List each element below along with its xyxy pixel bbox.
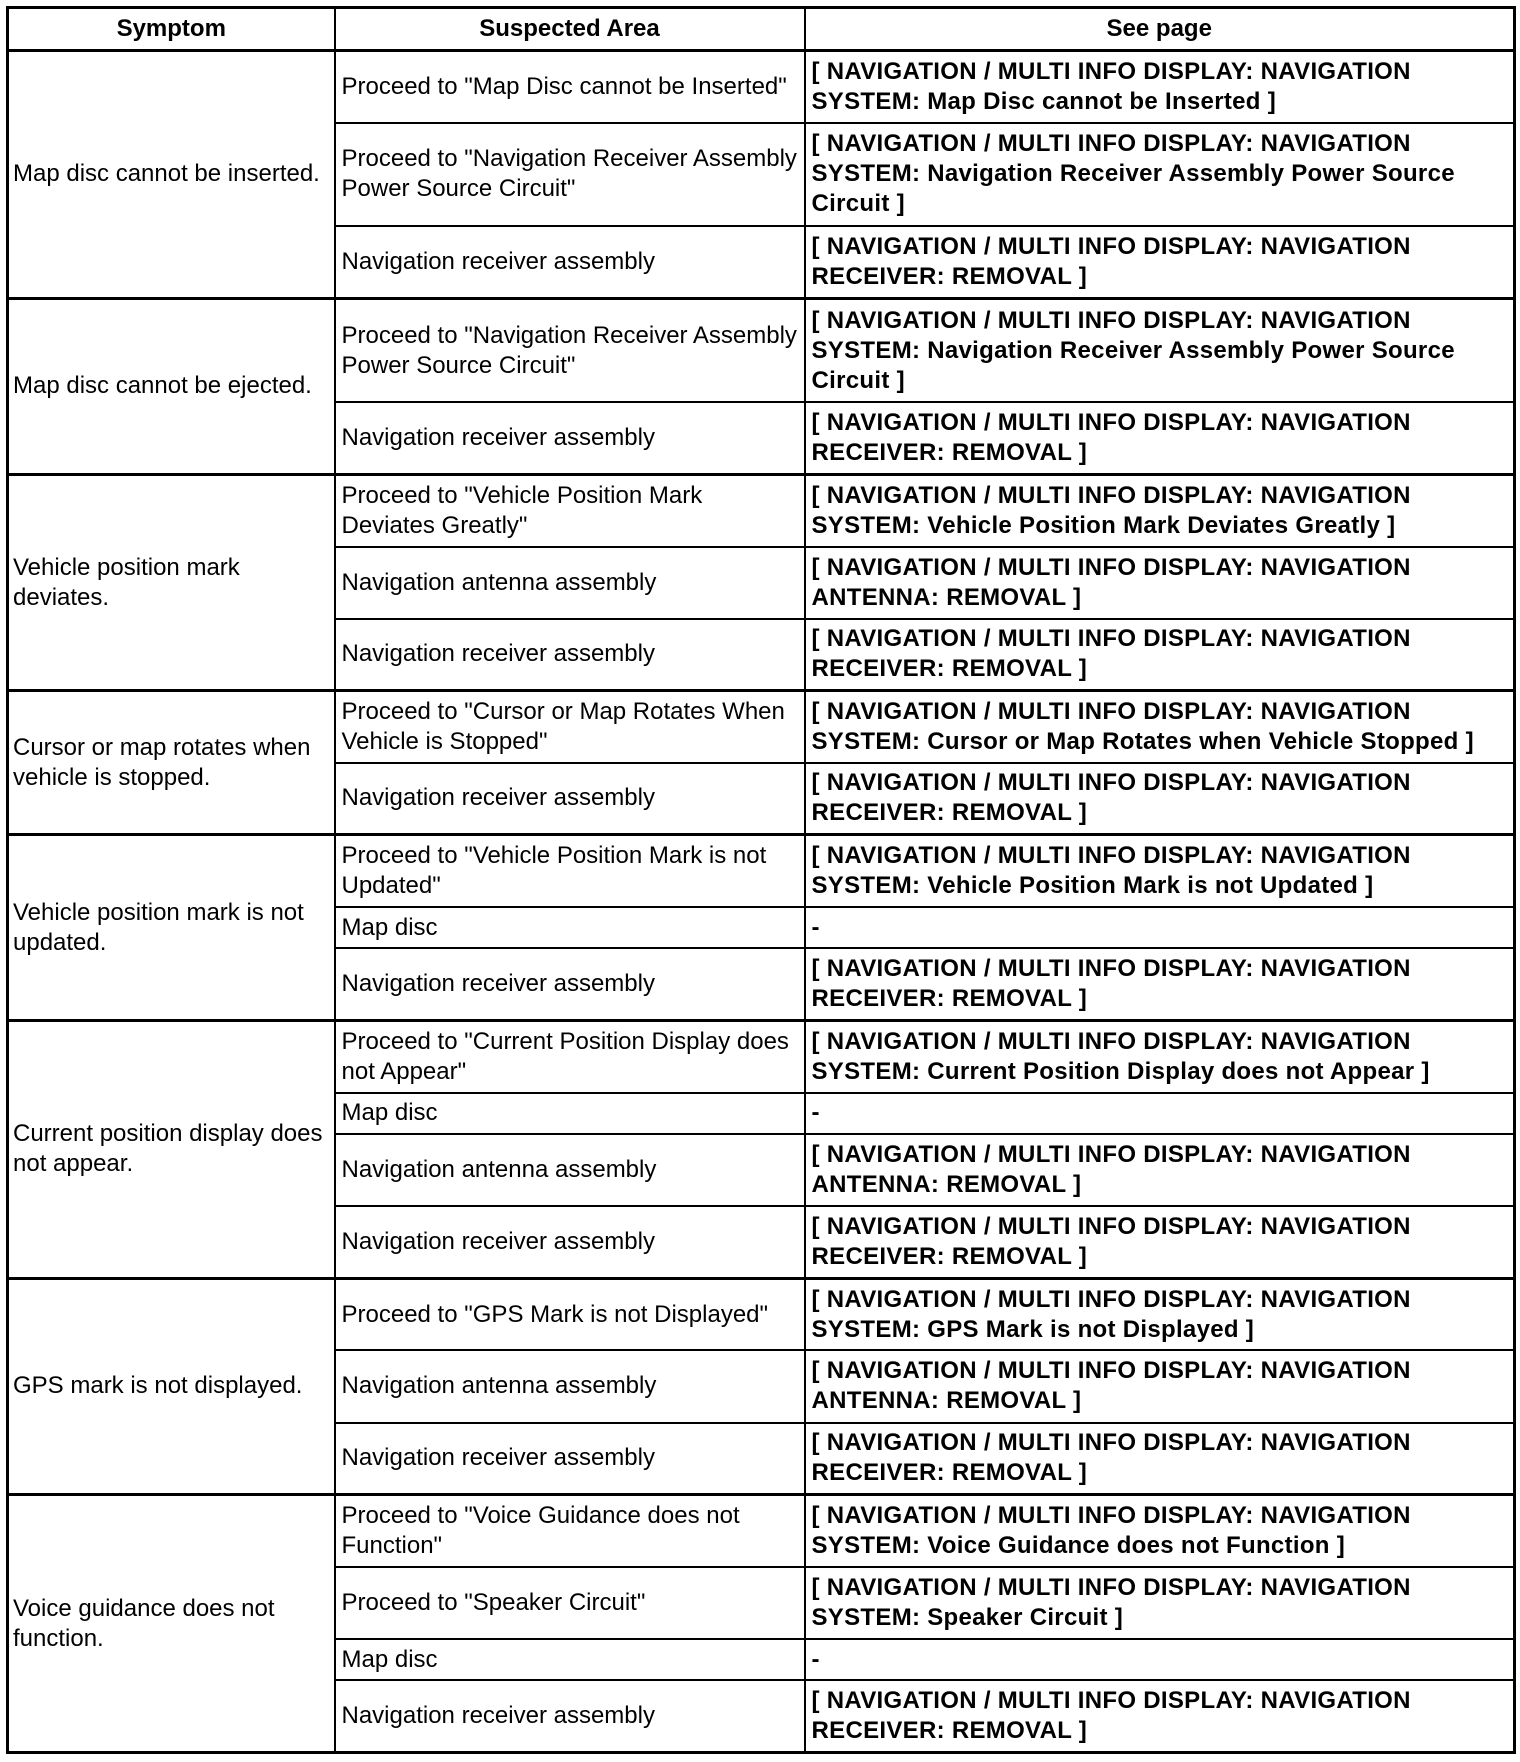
table-row (8, 1278, 1515, 1350)
symptom-cell: Voice guidance does not function. (8, 1495, 335, 1753)
suspected-area-cell: Proceed to "Vehicle Position Mark Deviates Greatly" (335, 474, 805, 546)
see-page-cell: [ NAVIGATION / MULTI INFO DISPLAY: NAVIGATION ANTENNA: REMOVAL ] (805, 547, 1515, 619)
header-suspected-area: Suspected Area (335, 8, 805, 51)
suspected-area-cell: Navigation receiver assembly (335, 1680, 805, 1752)
see-page-cell: [ NAVIGATION / MULTI INFO DISPLAY: NAVIGATION RECEIVER: REMOVAL ] (805, 226, 1515, 298)
suspected-area-cell: Map disc (335, 1639, 805, 1681)
see-page-cell: [ NAVIGATION / MULTI INFO DISPLAY: NAVIGATION RECEIVER: REMOVAL ] (805, 763, 1515, 835)
symptom-cell: Cursor or map rotates when vehicle is stopped. (8, 691, 335, 835)
suspected-area-cell: Proceed to "Voice Guidance does not Function" (335, 1495, 805, 1567)
suspected-area-cell: Proceed to "Cursor or Map Rotates When Vehicle is Stopped" (335, 691, 805, 763)
suspected-area-cell: Proceed to "Map Disc cannot be Inserted" (335, 51, 805, 123)
header-row (8, 8, 1515, 51)
see-page-cell: [ NAVIGATION / MULTI INFO DISPLAY: NAVIGATION RECEIVER: REMOVAL ] (805, 948, 1515, 1020)
table-row (8, 51, 1515, 123)
symptom-cell: Current position display does not appear. (8, 1021, 335, 1279)
symptom-cell: Vehicle position mark is not updated. (8, 835, 335, 1021)
suspected-area-cell: Navigation receiver assembly (335, 948, 805, 1020)
see-page-cell: - (805, 907, 1515, 949)
suspected-area-cell: Navigation antenna assembly (335, 1134, 805, 1206)
suspected-area-cell: Proceed to "Navigation Receiver Assembly Power Source Circuit" (335, 298, 805, 402)
suspected-area-cell: Map disc (335, 907, 805, 949)
suspected-area-cell: Proceed to "Current Position Display does not Appear" (335, 1021, 805, 1093)
suspected-area-cell: Map disc (335, 1093, 805, 1135)
suspected-area-cell: Navigation receiver assembly (335, 1423, 805, 1495)
header-symptom: Symptom (8, 8, 335, 51)
suspected-area-cell: Proceed to "Navigation Receiver Assembly Power Source Circuit" (335, 123, 805, 227)
table-row (8, 835, 1515, 907)
suspected-area-cell: Navigation receiver assembly (335, 763, 805, 835)
suspected-area-cell: Navigation antenna assembly (335, 1350, 805, 1422)
see-page-cell: [ NAVIGATION / MULTI INFO DISPLAY: NAVIGATION RECEIVER: REMOVAL ] (805, 1423, 1515, 1495)
suspected-area-cell: Navigation antenna assembly (335, 547, 805, 619)
table-row (8, 474, 1515, 546)
suspected-area-cell: Proceed to "GPS Mark is not Displayed" (335, 1278, 805, 1350)
see-page-cell: [ NAVIGATION / MULTI INFO DISPLAY: NAVIGATION RECEIVER: REMOVAL ] (805, 402, 1515, 474)
header-see-page: See page (805, 8, 1515, 51)
see-page-cell: [ NAVIGATION / MULTI INFO DISPLAY: NAVIGATION ANTENNA: REMOVAL ] (805, 1350, 1515, 1422)
suspected-area-cell: Navigation receiver assembly (335, 226, 805, 298)
see-page-cell: [ NAVIGATION / MULTI INFO DISPLAY: NAVIGATION SYSTEM: Voice Guidance does not Function ] (805, 1495, 1515, 1567)
suspected-area-cell: Navigation receiver assembly (335, 402, 805, 474)
table-row (8, 298, 1515, 402)
see-page-cell: - (805, 1093, 1515, 1135)
see-page-cell: [ NAVIGATION / MULTI INFO DISPLAY: NAVIGATION SYSTEM: Vehicle Position Mark is not Updated ] (805, 835, 1515, 907)
symptom-cell: Map disc cannot be ejected. (8, 298, 335, 474)
see-page-cell: [ NAVIGATION / MULTI INFO DISPLAY: NAVIGATION RECEIVER: REMOVAL ] (805, 1680, 1515, 1752)
troubleshooting-table (6, 6, 1516, 1754)
symptom-cell: Map disc cannot be inserted. (8, 51, 335, 299)
see-page-cell: - (805, 1639, 1515, 1681)
see-page-cell: [ NAVIGATION / MULTI INFO DISPLAY: NAVIGATION SYSTEM: Speaker Circuit ] (805, 1567, 1515, 1639)
suspected-area-cell: Proceed to "Vehicle Position Mark is not Updated" (335, 835, 805, 907)
symptom-cell: GPS mark is not displayed. (8, 1278, 335, 1494)
see-page-cell: [ NAVIGATION / MULTI INFO DISPLAY: NAVIGATION SYSTEM: Map Disc cannot be Inserted ] (805, 51, 1515, 123)
see-page-cell: [ NAVIGATION / MULTI INFO DISPLAY: NAVIGATION RECEIVER: REMOVAL ] (805, 619, 1515, 691)
symptom-cell: Vehicle position mark deviates. (8, 474, 335, 690)
table-body (8, 51, 1515, 1753)
see-page-cell: [ NAVIGATION / MULTI INFO DISPLAY: NAVIGATION SYSTEM: Navigation Receiver Assembly Power Source Circuit ] (805, 298, 1515, 402)
suspected-area-cell: Navigation receiver assembly (335, 619, 805, 691)
see-page-cell: [ NAVIGATION / MULTI INFO DISPLAY: NAVIGATION SYSTEM: Current Position Display does not Appear ] (805, 1021, 1515, 1093)
see-page-cell: [ NAVIGATION / MULTI INFO DISPLAY: NAVIGATION SYSTEM: Vehicle Position Mark Deviates Greatly ] (805, 474, 1515, 546)
see-page-cell: [ NAVIGATION / MULTI INFO DISPLAY: NAVIGATION SYSTEM: Navigation Receiver Assembly Power Source Circuit ] (805, 123, 1515, 227)
table-row (8, 1495, 1515, 1567)
see-page-cell: [ NAVIGATION / MULTI INFO DISPLAY: NAVIGATION ANTENNA: REMOVAL ] (805, 1134, 1515, 1206)
suspected-area-cell: Proceed to "Speaker Circuit" (335, 1567, 805, 1639)
table-row (8, 691, 1515, 763)
see-page-cell: [ NAVIGATION / MULTI INFO DISPLAY: NAVIGATION SYSTEM: Cursor or Map Rotates when Vehicle Stopped ] (805, 691, 1515, 763)
suspected-area-cell: Navigation receiver assembly (335, 1206, 805, 1278)
table-row (8, 1021, 1515, 1093)
see-page-cell: [ NAVIGATION / MULTI INFO DISPLAY: NAVIGATION SYSTEM: GPS Mark is not Displayed ] (805, 1278, 1515, 1350)
see-page-cell: [ NAVIGATION / MULTI INFO DISPLAY: NAVIGATION RECEIVER: REMOVAL ] (805, 1206, 1515, 1278)
